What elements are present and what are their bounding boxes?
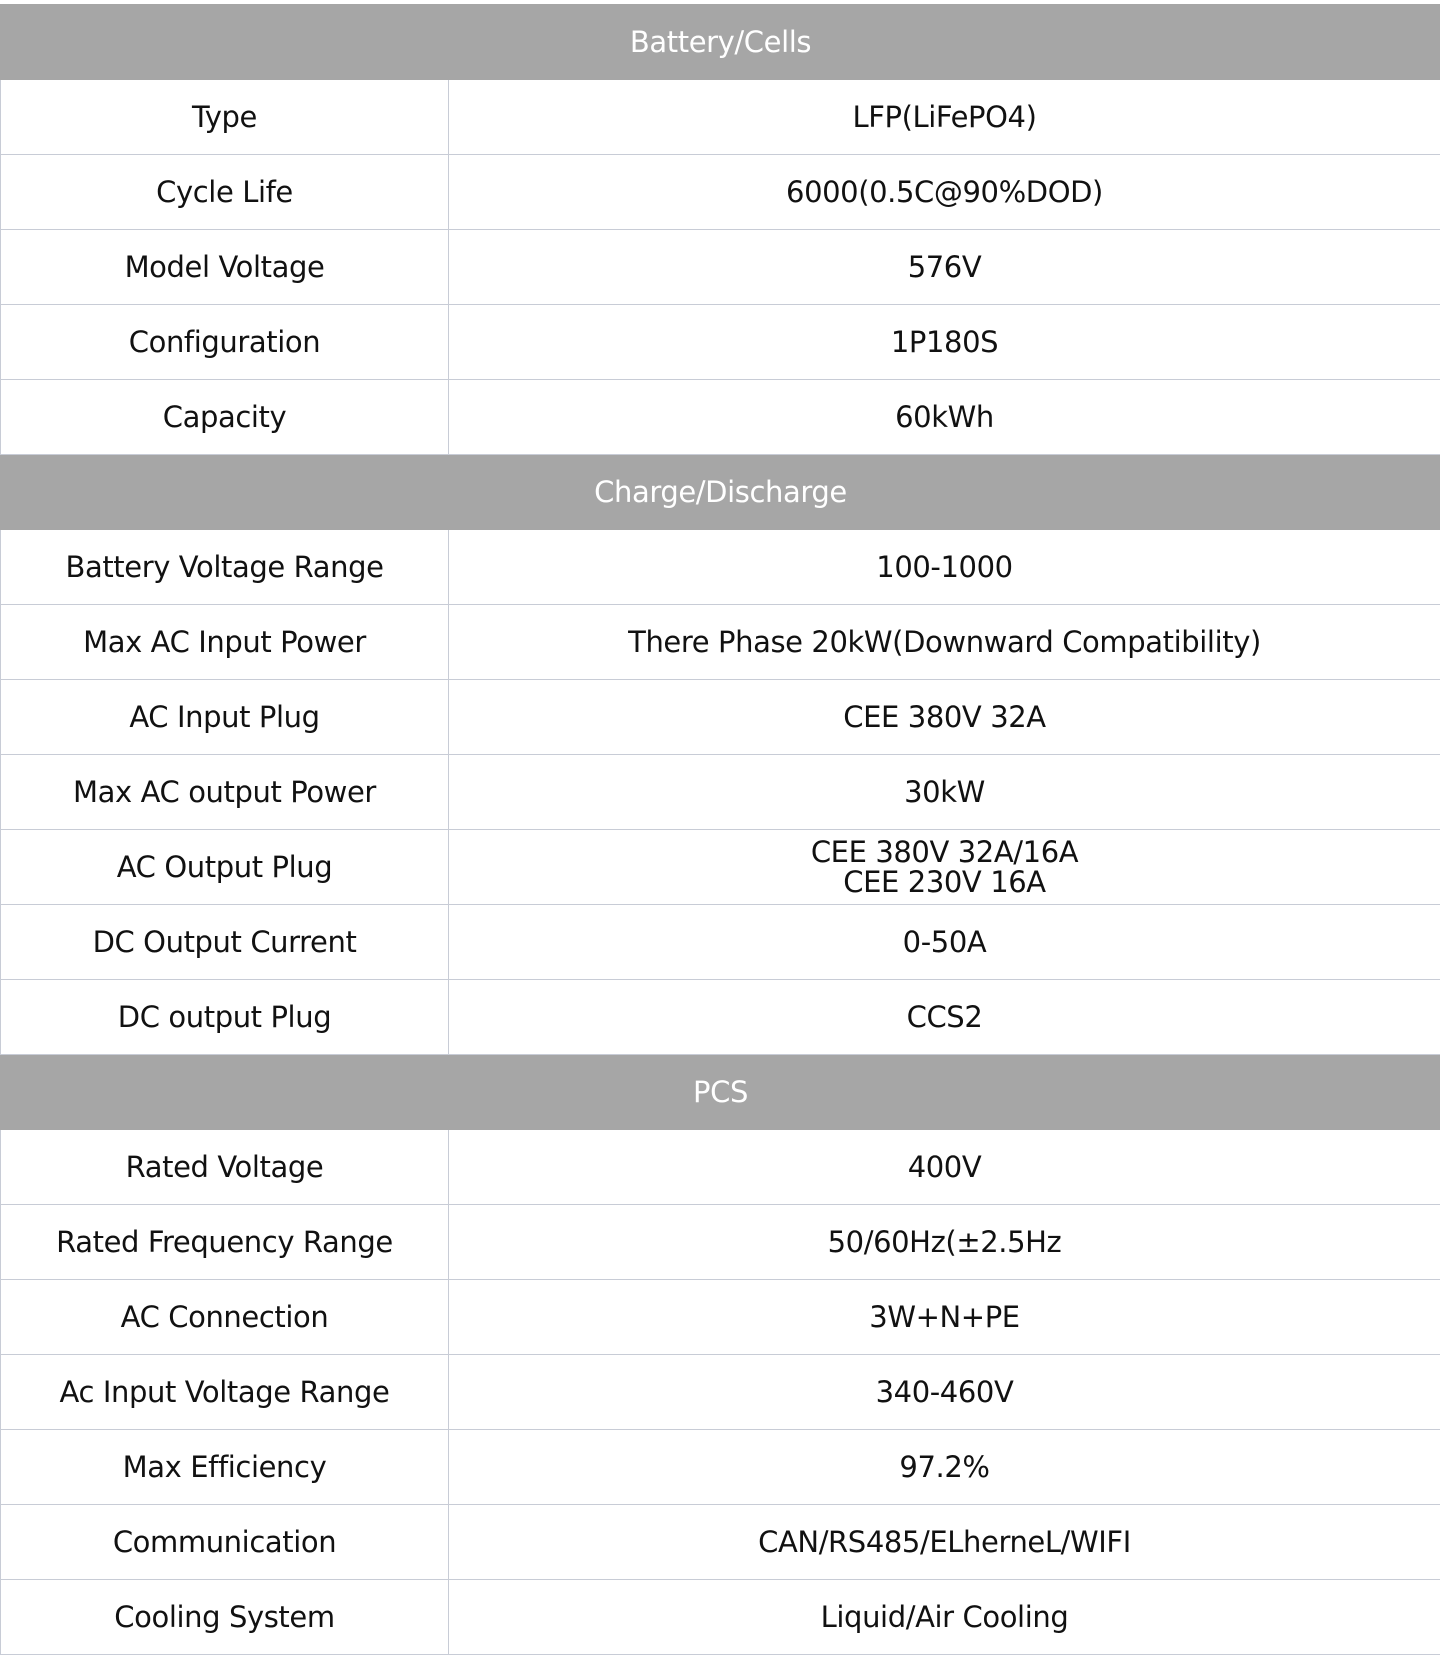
spec-value-line: 30kW — [449, 777, 1440, 807]
table-row — [1, 305, 1440, 380]
spec-value — [449, 1505, 1440, 1580]
table-row — [1, 380, 1440, 455]
spec-value-line: 100-1000 — [449, 552, 1440, 582]
table-row — [1, 680, 1440, 755]
spec-value — [449, 230, 1440, 305]
spec-label: Cycle Life — [1, 155, 449, 230]
table-row — [1, 980, 1440, 1055]
spec-value-line: CEE 380V 32A/16A — [449, 837, 1440, 867]
table-row — [1, 1355, 1440, 1430]
table-row — [1, 905, 1440, 980]
table-row — [1, 1505, 1440, 1580]
spec-value-line: LFP(LiFePO4) — [449, 102, 1440, 132]
table-row — [1, 605, 1440, 680]
spec-value — [449, 755, 1440, 830]
spec-label: Model Voltage — [1, 230, 449, 305]
spec-value-line: CCS2 — [449, 1002, 1440, 1032]
spec-value-line: 60kWh — [449, 402, 1440, 432]
table-row — [1, 80, 1440, 155]
table-row — [1, 1580, 1440, 1655]
spec-value — [449, 980, 1440, 1055]
spec-value — [449, 1580, 1440, 1655]
spec-value-line: CAN/RS485/ELherneL/WIFI — [449, 1527, 1440, 1557]
spec-label: Max Efficiency — [1, 1430, 449, 1505]
section-title: Battery/Cells — [1, 5, 1440, 80]
specification-table — [0, 4, 1440, 1655]
table-row — [1, 1430, 1440, 1505]
spec-value-line: Liquid/Air Cooling — [449, 1602, 1440, 1632]
spec-value-line: 6000(0.5C@90%DOD) — [449, 177, 1440, 207]
table-row — [1, 230, 1440, 305]
spec-value — [449, 1430, 1440, 1505]
spec-value-line: There Phase 20kW(Downward Compatibility) — [449, 627, 1440, 657]
spec-label: Rated Voltage — [1, 1130, 449, 1205]
spec-label: AC Connection — [1, 1280, 449, 1355]
spec-value-line: 0-50A — [449, 927, 1440, 957]
spec-value — [449, 155, 1440, 230]
section-title: Charge/Discharge — [1, 455, 1440, 530]
spec-value-line: 340-460V — [449, 1377, 1440, 1407]
spec-value — [449, 380, 1440, 455]
spec-label: Max AC Input Power — [1, 605, 449, 680]
table-row — [1, 530, 1440, 605]
spec-value — [449, 530, 1440, 605]
specification-table-body — [1, 5, 1440, 1655]
spec-value — [449, 1355, 1440, 1430]
spec-value — [449, 1280, 1440, 1355]
spec-label: Max AC output Power — [1, 755, 449, 830]
section-title: PCS — [1, 1055, 1440, 1130]
section-header-row — [1, 455, 1440, 530]
spec-value — [449, 80, 1440, 155]
table-row — [1, 1205, 1440, 1280]
table-row — [1, 155, 1440, 230]
spec-value — [449, 680, 1440, 755]
table-row — [1, 1280, 1440, 1355]
spec-label: Battery Voltage Range — [1, 530, 449, 605]
spec-label: DC output Plug — [1, 980, 449, 1055]
spec-value-line: CEE 230V 16A — [449, 867, 1440, 897]
spec-label: Ac Input Voltage Range — [1, 1355, 449, 1430]
spec-value — [449, 605, 1440, 680]
spec-label: AC Input Plug — [1, 680, 449, 755]
spec-label: Communication — [1, 1505, 449, 1580]
spec-value — [449, 1130, 1440, 1205]
spec-label: AC Output Plug — [1, 830, 449, 905]
spec-label: Type — [1, 80, 449, 155]
spec-value — [449, 305, 1440, 380]
section-header-row — [1, 1055, 1440, 1130]
table-row — [1, 830, 1440, 905]
spec-value-line: 3W+N+PE — [449, 1302, 1440, 1332]
spec-label: DC Output Current — [1, 905, 449, 980]
spec-value-line: 50/60Hz(±2.5Hz — [449, 1227, 1440, 1257]
spec-value — [449, 905, 1440, 980]
spec-value-line: 97.2% — [449, 1452, 1440, 1482]
spec-value-line: CEE 380V 32A — [449, 702, 1440, 732]
spec-value — [449, 830, 1440, 905]
spec-label: Configuration — [1, 305, 449, 380]
table-row — [1, 755, 1440, 830]
spec-value-line: 1P180S — [449, 327, 1440, 357]
section-header-row — [1, 5, 1440, 80]
spec-value — [449, 1205, 1440, 1280]
table-row — [1, 1130, 1440, 1205]
spec-value-line: 400V — [449, 1152, 1440, 1182]
spec-label: Capacity — [1, 380, 449, 455]
spec-value-line: 576V — [449, 252, 1440, 282]
spec-label: Cooling System — [1, 1580, 449, 1655]
spec-label: Rated Frequency Range — [1, 1205, 449, 1280]
